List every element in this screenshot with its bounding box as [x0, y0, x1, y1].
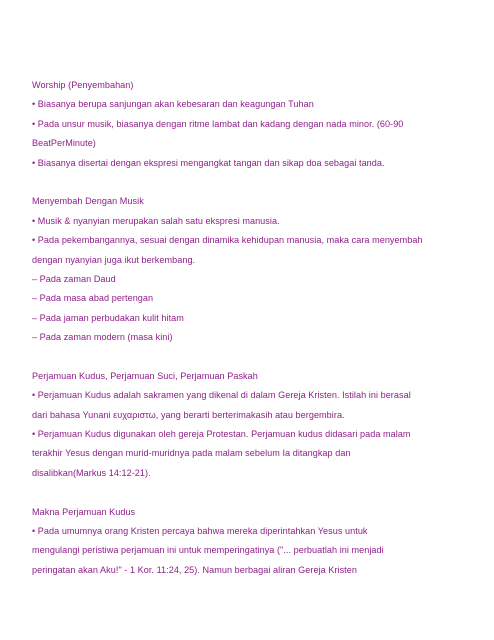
text-line: peringatan akan Aku!" - 1 Kor. 11:24, 25). Namun berbagai aliran Gereja Kristen — [32, 564, 357, 575]
bullet-line: • Perjamuan Kudus digunakan oleh gereja Protestan. Perjamuan kudus didasari pada malam — [32, 429, 411, 440]
dash-line: – Pada masa abad pertengan — [32, 293, 154, 304]
bullet-line: • Biasanya disertai dengan ekspresi mengangkat tangan dan sikap doa sebagai tanda. — [32, 157, 385, 168]
dash-line: – Pada zaman modern (masa kini) — [32, 332, 173, 343]
bullet-line: • Biasanya berupa sanjungan akan kebesaran dan keagungan Tuhan — [32, 99, 314, 110]
text-line: terakhir Yesus dengan murid-muridnya pada malam sebelum Ia ditangkap dan — [32, 448, 351, 459]
document-body — [32, 76, 480, 580]
text-line: dengan nyanyian juga ikut berkembang. — [32, 254, 196, 265]
text-line: BeatPerMinute) — [32, 138, 96, 149]
section-heading: Worship (Penyembahan) — [32, 80, 134, 90]
bullet-line: • Pada umumnya orang Kristen percaya bahwa mereka diperintahkan Yesus untuk — [32, 525, 368, 536]
bullet-line: • Musik & nyanyian merupakan salah satu ekspresi manusia. — [32, 215, 280, 226]
paragraph-gap — [32, 347, 480, 366]
section-heading: Makna Perjamuan Kudus — [32, 506, 136, 517]
text-line: dari bahasa Yunani ευχαριστω, yang berarti berterimakasih atau bergembira. — [32, 409, 345, 420]
text-line: mengulangi peristiwa perjamuan ini untuk memperingatinya ("... perbuatlah ini menjadi — [32, 545, 384, 556]
section-heading: Perjamuan Kudus, Perjamuan Suci, Perjamuan Paskah — [32, 370, 258, 381]
text-line: disalibkan(Markus 14:12-21). — [32, 467, 151, 478]
bullet-line: • Pada unsur musik, biasanya dengan ritme lambat dan kadang dengan nada minor. (60-90 — [32, 118, 404, 129]
bullet-line: • Pada pekembangannya, sesuai dengan dinamika kehidupan manusia, maka cara menyembah — [32, 235, 423, 246]
section-heading: Menyembah Dengan Musik — [32, 196, 144, 207]
paragraph-gap — [32, 483, 480, 502]
paragraph-gap — [32, 173, 480, 192]
dash-line: – Pada zaman Daud — [32, 273, 116, 284]
bullet-line: • Perjamuan Kudus adalah sakramen yang dikenal di dalam Gereja Kristen. Istilah ini berasal — [32, 390, 411, 401]
dash-line: – Pada jaman perbudakan kulit hitam — [32, 312, 184, 323]
